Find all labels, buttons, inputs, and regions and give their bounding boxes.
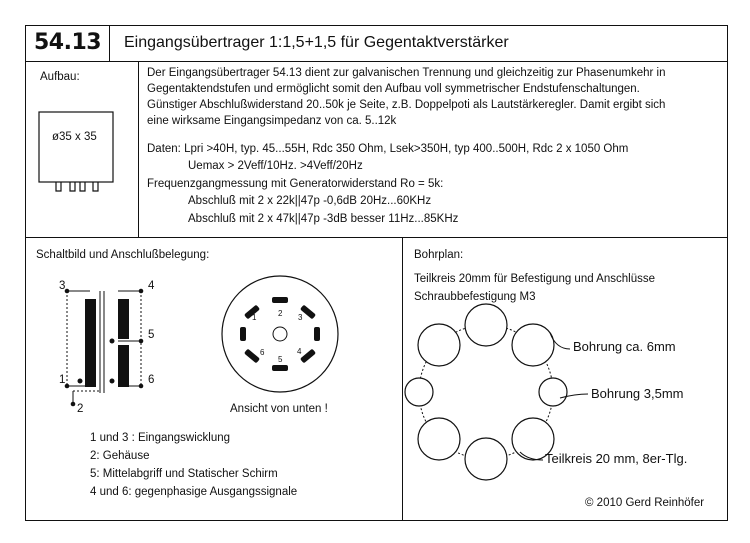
description-line: Günstiger Abschlußwiderstand 20..50k je Seite, z.B. Doppelpoti als Lautstärkeregler. Damit ergibt sich <box>147 99 666 111</box>
socket-pin-label: 6 <box>260 348 265 357</box>
bohrplan-line1: Teilkreis 20mm für Befestigung und Anschlüsse <box>414 273 655 285</box>
aufbau-label: Aufbau: <box>40 71 80 83</box>
copyright: © 2010 Gerd Reinhöfer <box>585 497 705 509</box>
pin-label-6: 6 <box>148 374 155 386</box>
specs-abschluss-2: Abschluß mit 2 x 47k||47p -3dB besser 11Hz...85KHz <box>188 213 459 225</box>
description-line: Der Eingangsübertrager 54.13 dient zur galvanischen Trennung und gleichzeitig zur Phasenumkehr in <box>147 67 666 79</box>
socket-view-label: Ansicht von unten ! <box>230 403 328 415</box>
pin-label-3: 3 <box>59 280 66 292</box>
bohrplan-title: Bohrplan: <box>414 249 464 261</box>
pin-label-2: 2 <box>77 403 84 415</box>
specs-uemax: Uemax > 2Veff/10Hz. >4Veff/20Hz <box>188 160 363 172</box>
schematic-title: Schaltbild und Anschlußbelegung: <box>36 249 210 261</box>
pin-legend-item: 4 und 6: gegenphasige Ausgangssignale <box>90 486 298 498</box>
pin-label-4: 4 <box>148 280 155 292</box>
socket-pin-label: 3 <box>298 313 303 322</box>
specs-abschluss-1: Abschluß mit 2 x 22k||47p -0,6dB 20Hz...60KHz <box>188 195 432 207</box>
description-line: eine wirksame Eingangsimpedanz von ca. 5..12k <box>147 115 397 127</box>
mounting-holes <box>405 378 567 406</box>
pin-label-5: 5 <box>148 329 155 341</box>
socket-pin-label: 1 <box>252 313 257 322</box>
pin-label-1: 1 <box>59 374 66 386</box>
specs-daten: Daten: Lpri >40H, typ. 45...55H, Rdc 350 Ohm, Lsek>350H, typ 400..500H, Rdc 2 x 1050 Ohm <box>147 143 629 155</box>
pin-legend-item: 1 und 3 : Eingangswicklung <box>90 432 231 444</box>
bohrplan-line2: Schraubbefestigung M3 <box>414 291 536 303</box>
pin-legend-item: 2: Gehäuse <box>90 450 150 462</box>
socket-pin-label: 2 <box>278 309 283 318</box>
socket-pin-label: 4 <box>297 347 302 356</box>
callout-pitch-circle: Teilkreis 20 mm, 8er-Tlg. <box>545 451 688 466</box>
callout-35mm: Bohrung 3,5mm <box>591 386 684 401</box>
description-line: Gegentaktendstufen und ermöglicht somit den Aufbau voll symmetrischer Endstufenschaltungen. <box>147 83 640 95</box>
can-size-label: ø35 x 35 <box>52 131 97 143</box>
pin-legend-item: 5: Mittelabgriff und Statischer Schirm <box>90 468 278 480</box>
part-number: 54.13 <box>34 30 102 55</box>
socket-pin-label: 5 <box>278 355 283 364</box>
large-holes <box>418 304 554 480</box>
specs-freq-title: Frequenzgangmessung mit Generatorwiderstand Ro = 5k: <box>147 178 444 190</box>
callout-6mm: Bohrung ca. 6mm <box>573 339 676 354</box>
page-title: Eingangsübertrager 1:1,5+1,5 für Gegentaktverstärker <box>124 34 509 51</box>
